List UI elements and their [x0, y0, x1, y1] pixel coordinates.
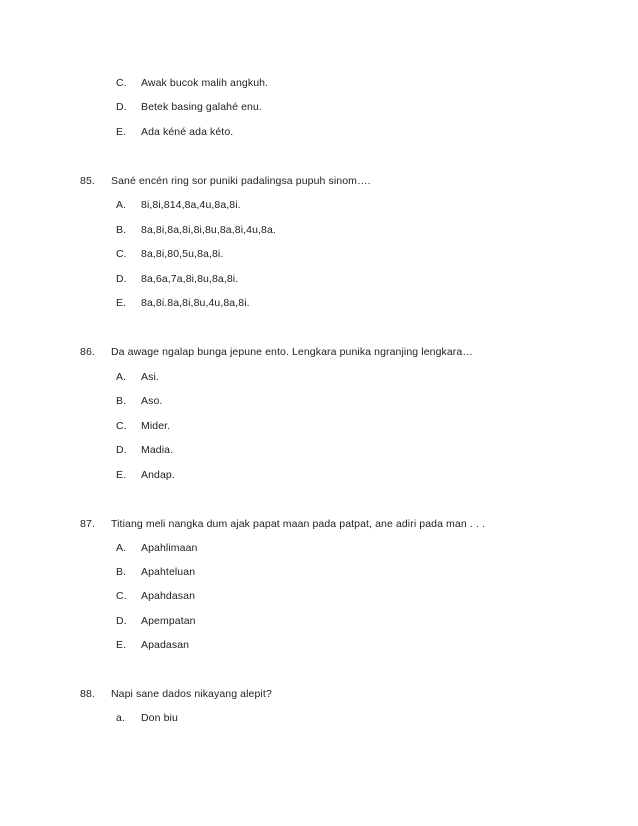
option-label: C.	[116, 248, 127, 260]
option-label: D.	[116, 101, 127, 113]
option-text: Apahlimaan	[141, 542, 198, 554]
question-number: 87.	[80, 518, 95, 530]
option-label: a.	[116, 712, 125, 724]
option-text: Apahteluan	[141, 566, 196, 578]
option-label: C.	[116, 420, 127, 432]
option-text: Andap.	[141, 469, 175, 481]
option-text: Mider.	[141, 420, 171, 432]
question-text: Da awage ngalap bunga jepune ento. Lengkara punika ngranjing lengkara…	[111, 346, 473, 358]
option-label: E.	[116, 639, 127, 651]
option-text: Apadasan	[141, 639, 190, 651]
option-text: Asi.	[141, 371, 159, 383]
option-label: C.	[116, 590, 127, 602]
option-label: C.	[116, 77, 127, 89]
option-text: Madia.	[141, 444, 174, 456]
option-text: 8a,8i.8a,8i,8u,4u,8a,8i.	[141, 297, 250, 309]
option-label: A.	[116, 199, 127, 211]
option-text: Apahdasan	[141, 590, 196, 602]
question-text: Sané encén ring sor puniki padalingsa pupuh sinom….	[111, 175, 371, 187]
option-text: Ada kéné ada kéto.	[141, 126, 234, 138]
option-text: Apempatan	[141, 615, 196, 627]
option-text: 8a,8i,80,5u,8a,8i.	[141, 248, 224, 260]
option-label: E.	[116, 297, 127, 309]
question-number: 88.	[80, 688, 95, 700]
option-label: D.	[116, 444, 127, 456]
option-text: Awak bucok malih angkuh.	[141, 77, 269, 89]
option-text: 8a,8i,8a,8i,8i,8u,8a,8i,4u,8a.	[141, 224, 276, 236]
option-text: Aso.	[141, 395, 163, 407]
option-label: E.	[116, 126, 127, 138]
option-label: E.	[116, 469, 127, 481]
option-label: D.	[116, 615, 127, 627]
option-text: 8a,6a,7a,8i,8u,8a,8i.	[141, 273, 239, 285]
option-label: D.	[116, 273, 127, 285]
question-text: Napi sane dados nikayang alepit?	[111, 688, 272, 700]
question-text: Titiang meli nangka dum ajak papat maan pada patpat, ane adiri pada man . . .	[111, 518, 485, 530]
option-text: Don biu	[141, 712, 178, 724]
question-number: 86.	[80, 346, 95, 358]
question-number: 85.	[80, 175, 95, 187]
option-label: A.	[116, 542, 127, 554]
option-text: 8i,8i,814,8a,4u,8a,8i.	[141, 199, 241, 211]
option-label: B.	[116, 566, 127, 578]
option-label: A.	[116, 371, 127, 383]
option-text: Betek basing galahé enu.	[141, 101, 262, 113]
option-label: B.	[116, 224, 127, 236]
option-label: B.	[116, 395, 127, 407]
